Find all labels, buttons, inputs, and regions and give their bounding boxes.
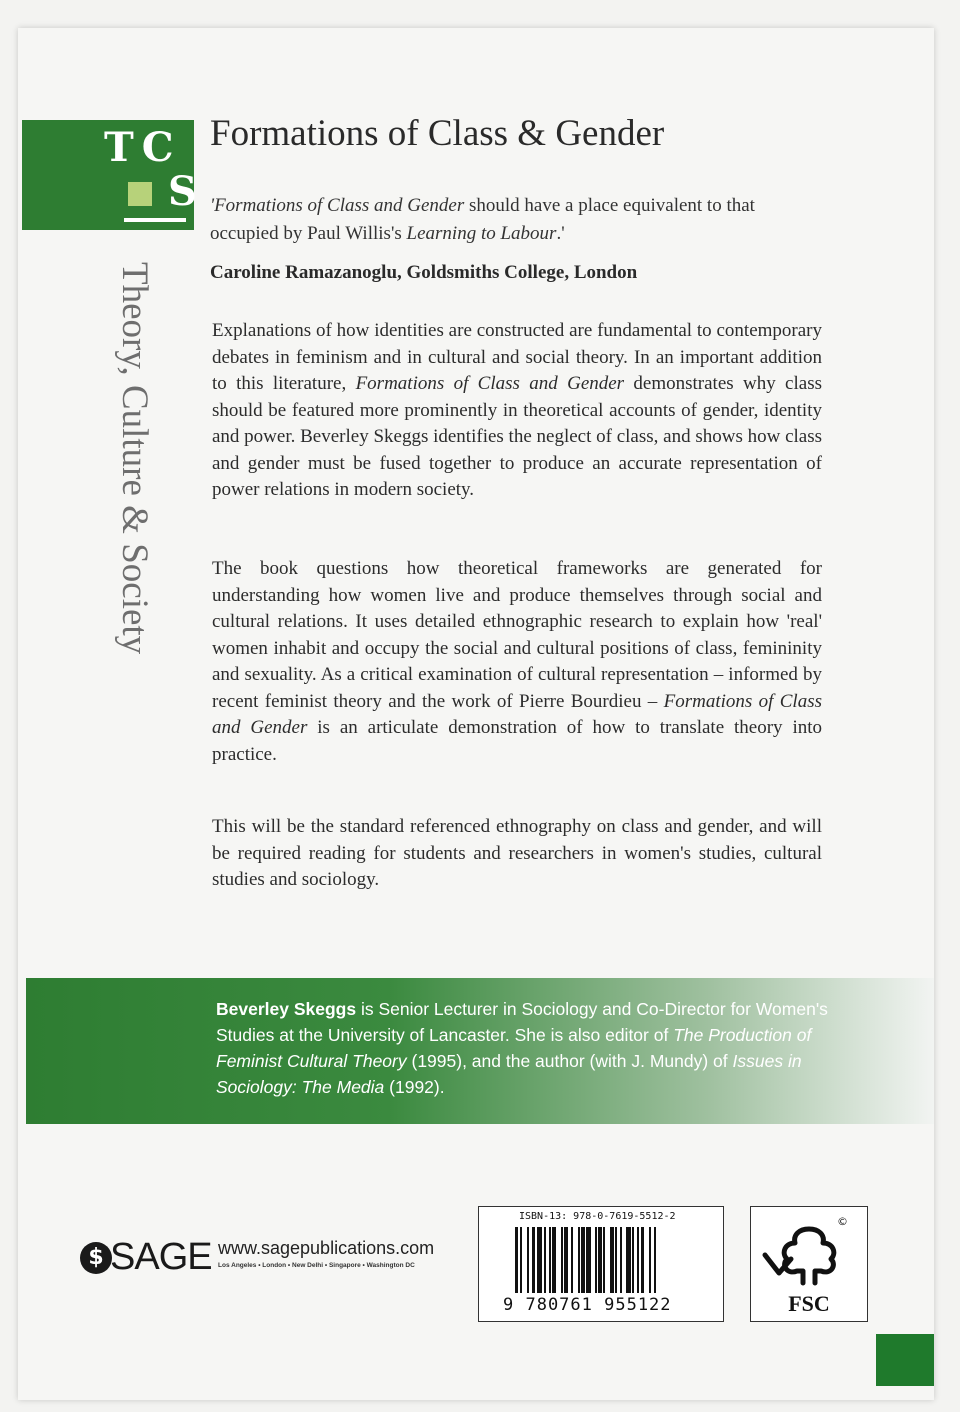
barcode-bar (561, 1227, 563, 1293)
publisher-cities: Los Angeles • London • New Delhi • Singapore • Washington DC (218, 1262, 415, 1269)
barcode-bar (610, 1227, 613, 1293)
barcode-bar (654, 1227, 656, 1293)
bio-text-e: (1992). (384, 1077, 445, 1097)
barcode-bars-icon (515, 1227, 701, 1297)
para2-title: Formations of Class and Gender (212, 690, 822, 738)
bio-book-2: Issues in Sociology: The Media (216, 1051, 802, 1097)
barcode-bar (632, 1227, 634, 1293)
series-logo-tc: TC (104, 124, 182, 171)
barcode-bar (603, 1227, 605, 1293)
fsc-label: FSC (788, 1291, 830, 1316)
barcode-bar (595, 1227, 597, 1293)
series-logo-square-icon (128, 182, 152, 206)
barcode-bar (544, 1227, 546, 1293)
series-name: Theory, Culture & Society (114, 262, 155, 655)
barcode-bar (564, 1227, 567, 1293)
barcode-bar (520, 1227, 522, 1293)
para2-text-a: The book questions how theoretical frameworks are generated for understanding how women live and produce themselves through social and cultural relations. It uses detailed ethnographic research to explain how 'real' women inhabit and occupy the social and cultural positions of class, femininity and sexuality. As a critical examination of cultural representation – informed by recent feminist theory and the work of Pierre Bourdieu – (212, 558, 822, 712)
series-logo (22, 120, 205, 230)
para1-text-a: Explanations of how identities are constructed are fundamental to contemporary debates in feminism and in cultural and social theory. In an important addition to this literature, (212, 320, 822, 394)
barcode-number: 9 780761 955122 (503, 1295, 672, 1315)
publisher-name: SAGE (110, 1236, 212, 1278)
para2-text-c: is an articulate demonstration of how to translate theory into practice. (212, 717, 823, 765)
barcode-bar (527, 1227, 529, 1293)
author-bio (216, 996, 828, 1100)
barcode-bar (598, 1227, 601, 1293)
author-name: Beverley Skeggs (216, 999, 357, 1019)
barcode-bar (586, 1227, 591, 1293)
bio-text-a: is Senior Lecturer in Sociology and Co-Director for Women's Studies at the University of Lancaster. She is also editor of (216, 999, 828, 1045)
quote-reference: Learning to Labour (406, 223, 557, 244)
fsc-tree-icon (751, 1207, 867, 1297)
book-title: Formations of Class & Gender (210, 113, 665, 154)
para1-title: Formations of Class and Gender (355, 373, 625, 394)
barcode-bar (578, 1227, 580, 1293)
barcode-bar (641, 1227, 644, 1293)
barcode-bar (649, 1227, 651, 1293)
description-paragraph-1 (212, 318, 822, 504)
barcode-bar (615, 1227, 617, 1293)
series-logo-s: S (168, 168, 205, 215)
barcode-bar (549, 1227, 551, 1293)
barcode-bar (571, 1227, 573, 1293)
barcode-bar (637, 1227, 639, 1293)
series-logo-underline (124, 218, 186, 222)
barcode-bar (620, 1227, 622, 1293)
isbn-barcode (478, 1206, 724, 1322)
para1-text-c: demonstrates why class should be featured more prominently in theoretical accounts of gender, identity and power. Beverley Skeggs identifies the neglect of class, and shows how class and gender must be fused together to produce an accurate representation of power relations in modern society. (212, 373, 822, 500)
barcode-bar (581, 1227, 584, 1293)
fsc-certification (750, 1206, 868, 1322)
quote-attribution: Caroline Ramazanoglu, Goldsmiths College, London (210, 262, 638, 283)
bio-book-1: The Production of Feminist Cultural Theory (216, 1025, 812, 1071)
review-quote (210, 192, 822, 248)
isbn-text: ISBN-13: 978-0-7619-5512-2 (519, 1211, 676, 1222)
description-paragraph-2 (212, 556, 822, 768)
quote-title: 'Formations of Class and Gender (210, 195, 465, 216)
fsc-copyright: © (837, 1215, 848, 1228)
barcode-bar (552, 1227, 555, 1293)
description-paragraph-3: This will be the standard referenced ethnography on class and gender, and will be required reading for students and researchers in women's studies, cultural studies and sociology. (212, 816, 822, 890)
barcode-bar (626, 1227, 631, 1293)
barcode-bar (532, 1227, 535, 1293)
quote-text: should have a place equivalent to that occupied by Paul Willis's (210, 195, 755, 244)
bio-text-c: (1995), and the author (with J. Mundy) of (406, 1051, 733, 1071)
quote-close: .' (556, 223, 565, 244)
barcode-bar (515, 1227, 518, 1293)
publisher-url: www.sagepublications.com (218, 1238, 435, 1258)
corner-accent (876, 1334, 934, 1386)
sage-dollar-icon: $ (80, 1242, 112, 1274)
barcode-bar (537, 1227, 542, 1293)
